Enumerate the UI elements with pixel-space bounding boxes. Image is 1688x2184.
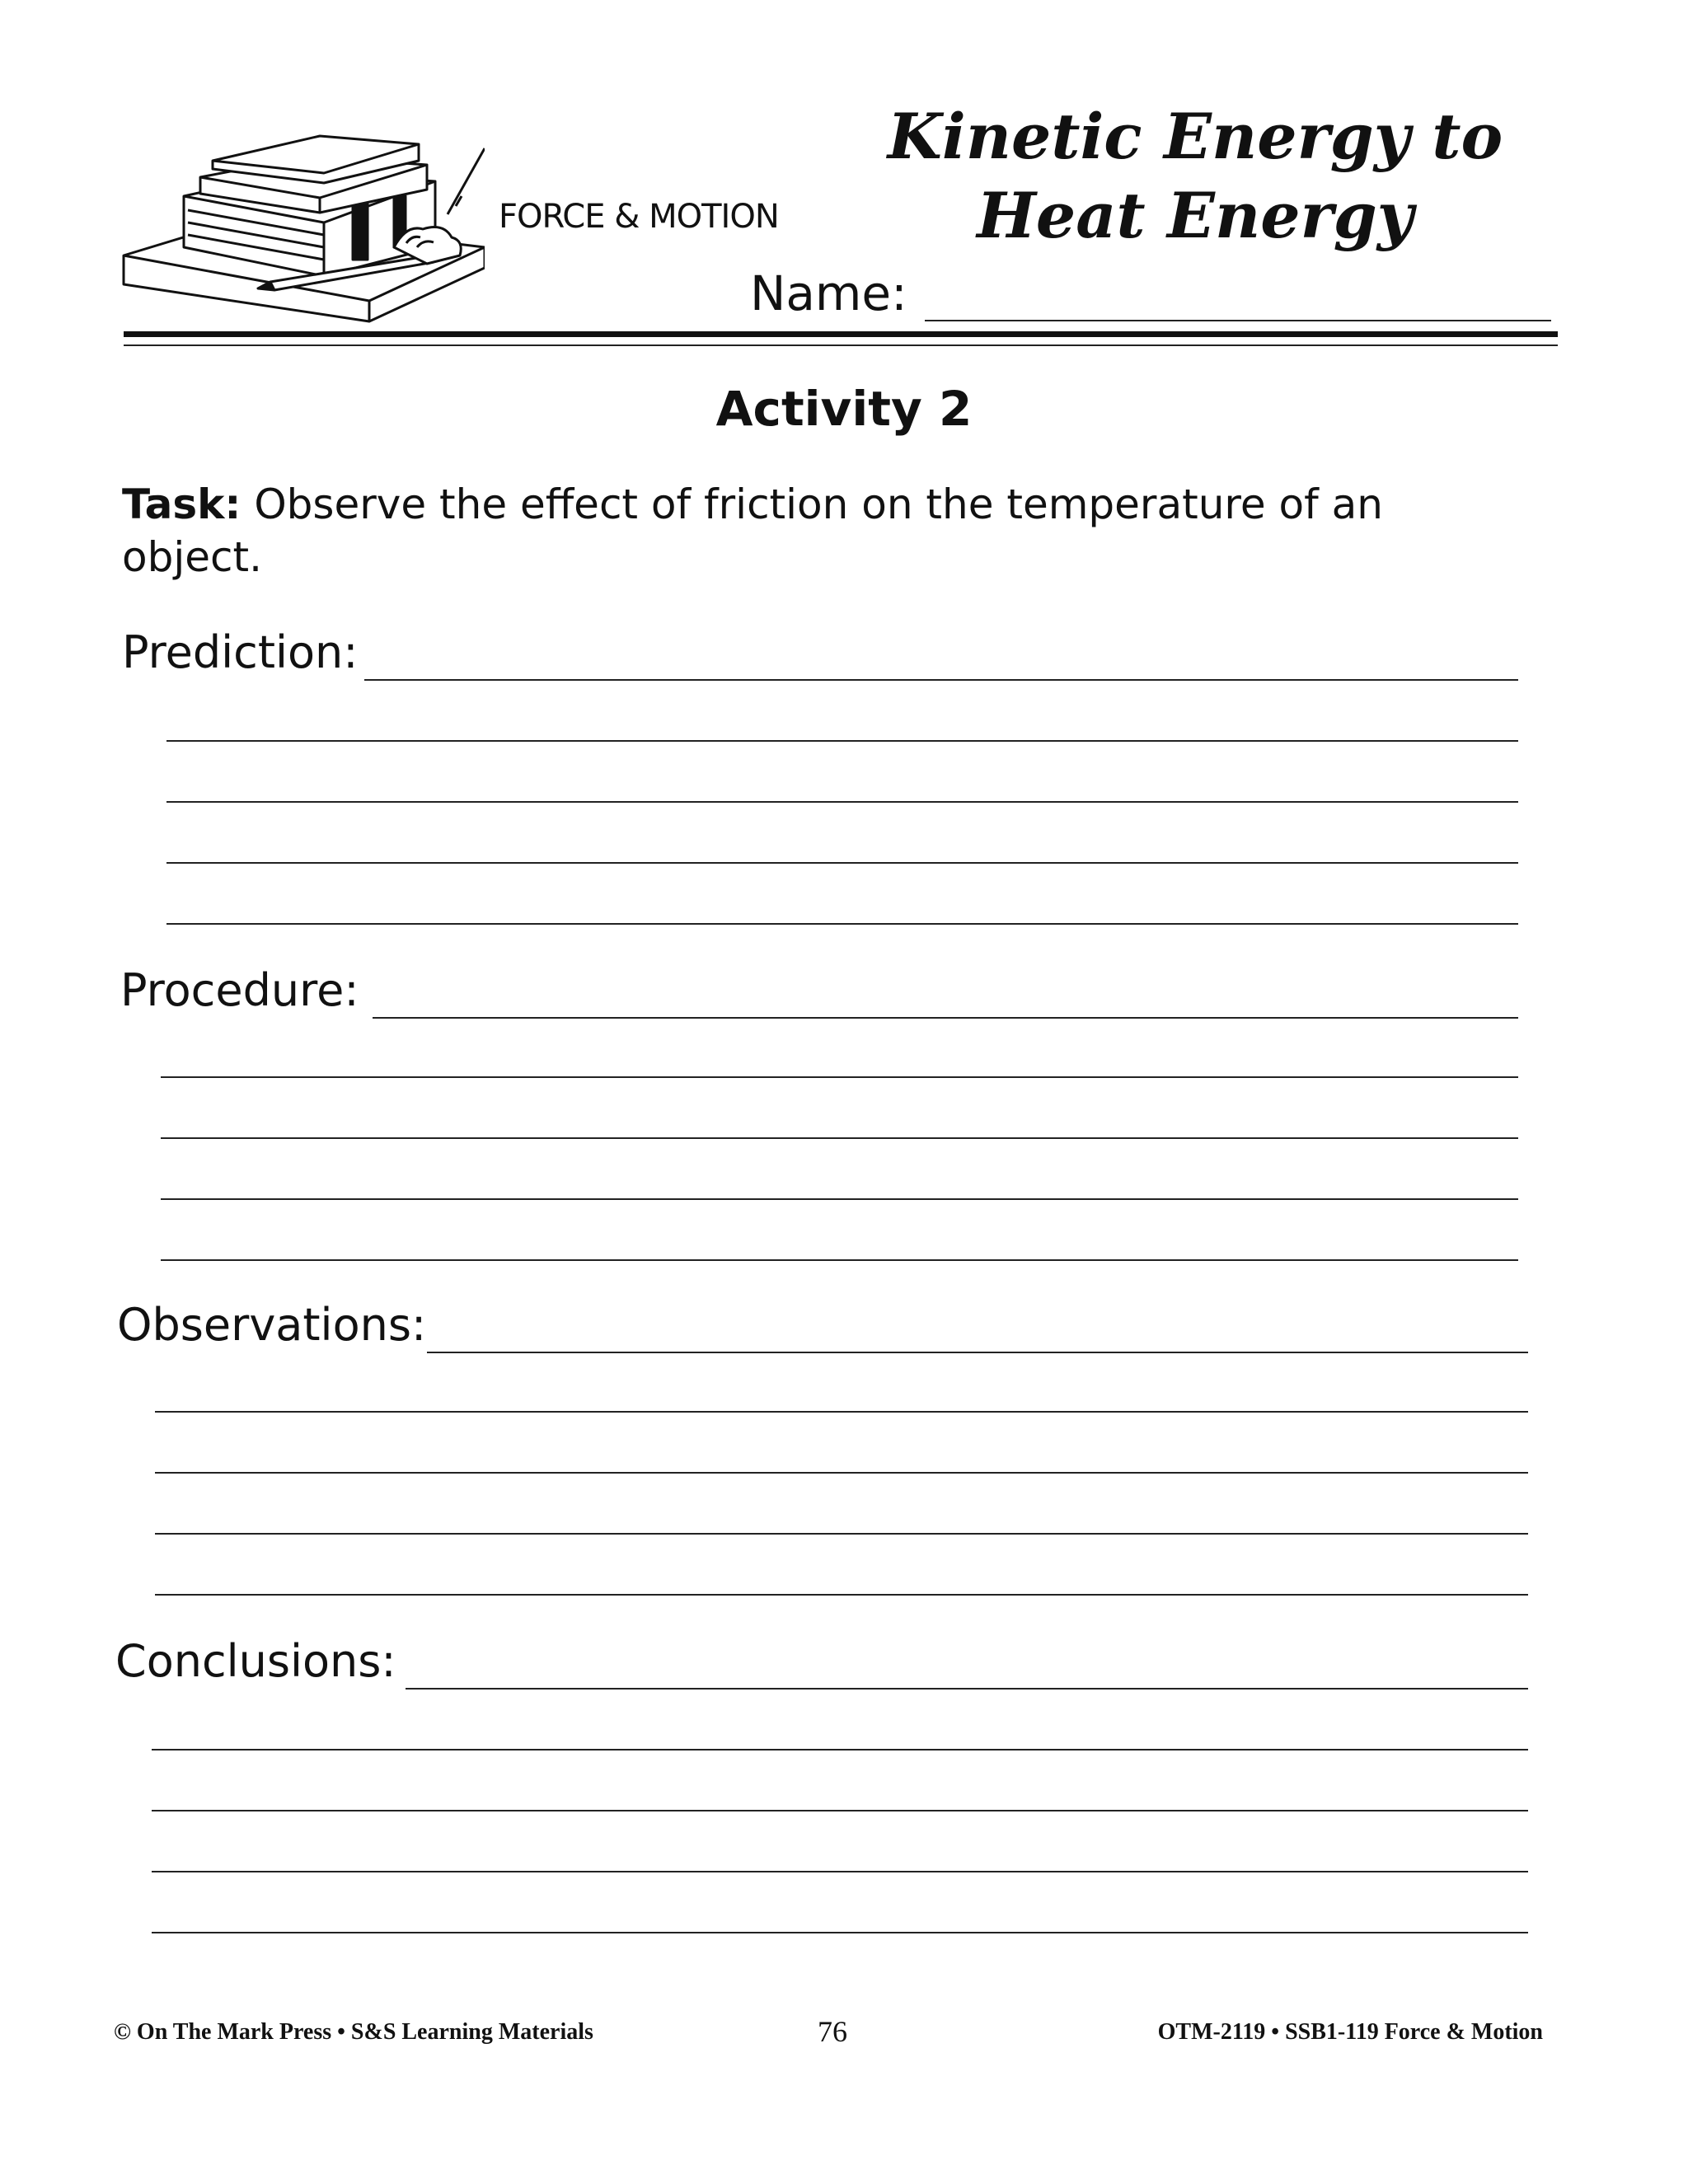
books-illustration: [122, 132, 485, 338]
prediction-line-2[interactable]: [166, 740, 1518, 742]
conclusions-line-2[interactable]: [152, 1749, 1528, 1750]
observations-label: Observations:: [117, 1299, 427, 1351]
procedure-line-5[interactable]: [161, 1259, 1518, 1261]
footer-product-code: OTM-2119 • SSB1-119 Force & Motion: [1157, 2019, 1543, 2045]
header-rule-thin: [124, 344, 1558, 346]
conclusions-line-1[interactable]: [406, 1688, 1528, 1690]
procedure-line-1[interactable]: [373, 1017, 1518, 1019]
prediction-line-4[interactable]: [166, 862, 1518, 864]
task-paragraph: [122, 478, 1441, 583]
conclusions-line-4[interactable]: [152, 1871, 1528, 1872]
header-rule-thick: [124, 331, 1558, 337]
task-label: Task:: [122, 480, 241, 528]
name-label: Name:: [750, 265, 907, 321]
procedure-label: Procedure:: [120, 964, 359, 1016]
series-label: FORCE & MOTION: [499, 198, 779, 236]
footer-copyright: © On The Mark Press • S&S Learning Materials: [114, 2019, 593, 2045]
conclusions-line-3[interactable]: [152, 1810, 1528, 1811]
name-field-line[interactable]: [925, 320, 1551, 321]
conclusions-label: Conclusions:: [115, 1635, 396, 1687]
activity-heading: Activity 2: [715, 381, 973, 437]
prediction-label: Prediction:: [122, 626, 359, 678]
worksheet-title: [849, 97, 1541, 255]
task-text: Observe the effect of friction on the temperature of an object.: [122, 480, 1383, 581]
procedure-line-4[interactable]: [161, 1198, 1518, 1200]
title-line-1: Kinetic Energy to: [887, 100, 1503, 173]
observations-line-2[interactable]: [155, 1411, 1528, 1413]
page-number: 76: [818, 2015, 847, 2048]
procedure-line-2[interactable]: [161, 1076, 1518, 1078]
title-line-2: Heat Energy: [977, 179, 1414, 252]
prediction-line-1[interactable]: [364, 679, 1518, 681]
observations-line-4[interactable]: [155, 1533, 1528, 1535]
procedure-line-3[interactable]: [161, 1137, 1518, 1139]
prediction-line-5[interactable]: [166, 923, 1518, 925]
observations-line-5[interactable]: [155, 1594, 1528, 1596]
observations-line-1[interactable]: [427, 1352, 1528, 1353]
prediction-line-3[interactable]: [166, 801, 1518, 803]
conclusions-line-5[interactable]: [152, 1932, 1528, 1933]
observations-line-3[interactable]: [155, 1472, 1528, 1474]
